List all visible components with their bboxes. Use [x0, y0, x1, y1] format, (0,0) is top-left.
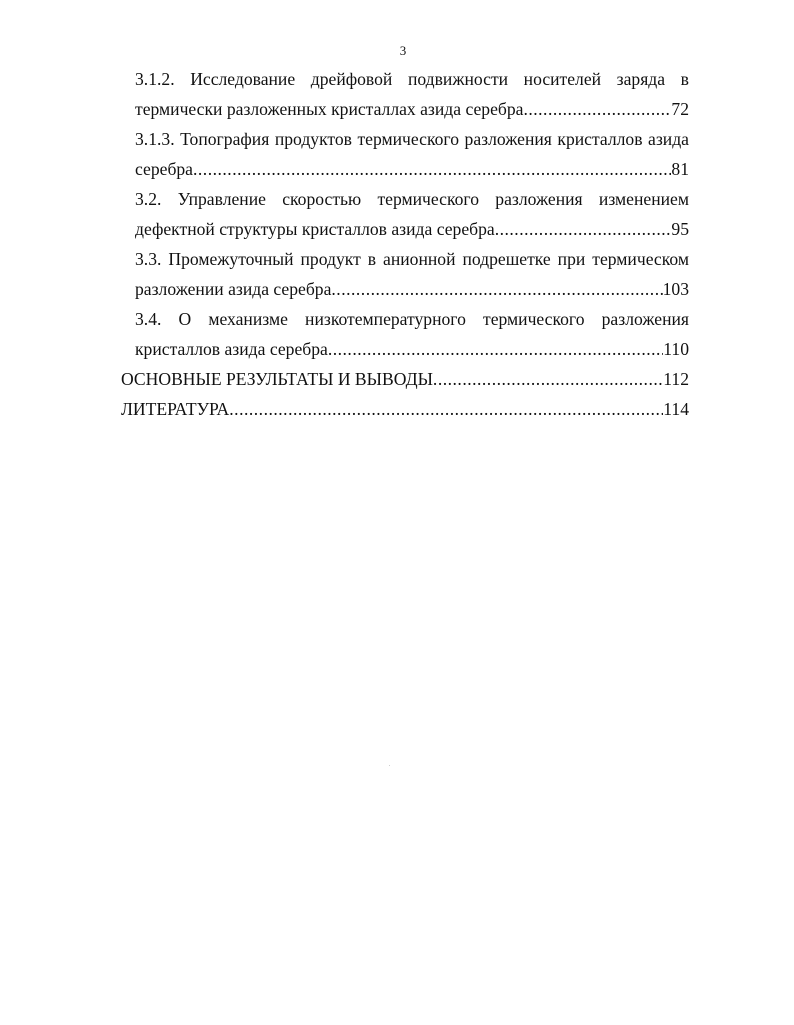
- toc-entry-3-1-3: [121, 124, 689, 184]
- toc-page-number: 110: [663, 339, 689, 359]
- dot-leader: [328, 334, 663, 364]
- toc-entry-title: ЛИТЕРАТУРА: [121, 399, 230, 419]
- dot-leader: [523, 94, 671, 124]
- toc-page-number: 72: [671, 99, 689, 119]
- toc-page-number: 103: [662, 279, 689, 299]
- toc-entry-results: [121, 364, 689, 394]
- toc-entry-3-1-2: [121, 64, 689, 124]
- toc-entry-title: ОСНОВНЫЕ РЕЗУЛЬТАТЫ И ВЫВОДЫ: [121, 369, 433, 389]
- toc-entry-title-end: разложении азида серебра: [135, 279, 332, 299]
- dot-leader: [193, 154, 671, 184]
- toc-entry-title-line: 3.1.2. Исследование дрейфовой подвижности носителей заряда в: [135, 69, 689, 89]
- toc-entry-title-end: дефектной структуры кристаллов азида серебра: [135, 219, 495, 239]
- toc-entry-title-line: 3.4. О механизме низкотемпературного термического разложения: [135, 309, 689, 329]
- dot-leader: [331, 274, 662, 304]
- toc-entry-3-2: [121, 184, 689, 244]
- toc-entry-last-line: [121, 334, 689, 364]
- table-of-contents: [121, 64, 689, 424]
- toc-entry-title-end: серебра: [135, 159, 193, 179]
- toc-entry-last-line: [121, 394, 689, 424]
- toc-page-number: 95: [671, 219, 689, 239]
- toc-entry-title-line: 3.1.3. Топография продуктов термического разложения кристаллов азида: [135, 129, 689, 149]
- toc-entry-last-line: [121, 154, 689, 184]
- toc-page-number: 112: [663, 369, 689, 389]
- toc-entry-last-line: [121, 364, 689, 394]
- toc-entry-title-line: 3.3. Промежуточный продукт в анионной подрешетке при термическом: [135, 249, 689, 269]
- page-number: 3: [399, 43, 407, 58]
- toc-entry-title-line: 3.2. Управление скоростью термического разложения изменением: [135, 189, 689, 209]
- toc-entry-3-3: [121, 244, 689, 304]
- toc-entry-3-4: [121, 304, 689, 364]
- dot-leader: [433, 364, 663, 394]
- toc-entry-last-line: [121, 274, 689, 304]
- toc-page-number: 81: [671, 159, 689, 179]
- dot-leader: [229, 394, 663, 424]
- scan-speck: [389, 765, 390, 766]
- toc-entry-last-line: [121, 214, 689, 244]
- toc-page-number: 114: [663, 399, 689, 419]
- toc-entry-last-line: [121, 94, 689, 124]
- dot-leader: [495, 214, 672, 244]
- toc-entry-title-end: термически разложенных кристаллах азида серебра: [135, 99, 524, 119]
- toc-entry-literature: [121, 394, 689, 424]
- toc-entry-title-end: кристаллов азида серебра: [135, 339, 328, 359]
